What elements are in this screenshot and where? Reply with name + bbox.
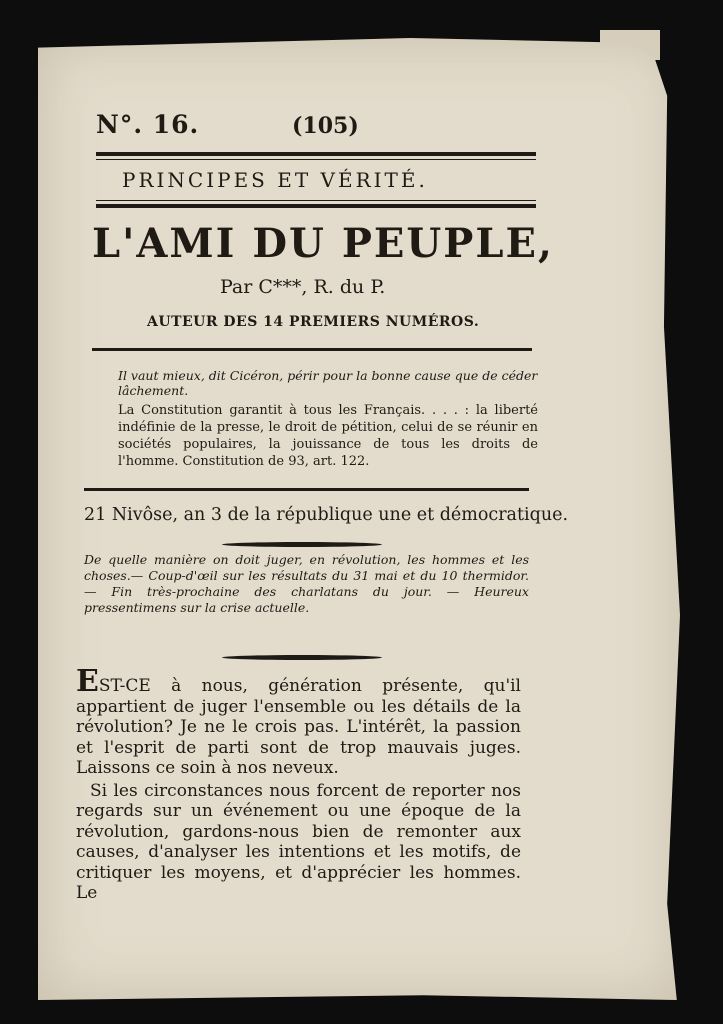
date-rule [84, 488, 529, 491]
ornament-divider [222, 542, 382, 547]
paragraph [76, 664, 521, 779]
epigraph-rule [92, 348, 532, 351]
constitution-quote: La Constitution garantit à tous les Français. . . . : la liberté indéfinie de la presse, le droit de pétition, celui de se réunir en sociétés populaires, la jouissance de tous les droits de l'homme. Constitution de 93, art. 122. [118, 403, 538, 469]
issue-summary: De quelle manière on doit juger, en révolution, les hommes et les choses.— Coup-d'œil sur les résultats du 31 mai et du 10 thermidor. — Fin très-prochaine des charlatans du jour. — Heureux pressentimens sur la crise actuelle. [84, 552, 529, 615]
newspaper-title: L'AMI DU PEUPLE, [92, 220, 554, 267]
article-body [76, 664, 521, 906]
cicero-epigraph: Il vaut mieux, dit Cicéron, périr pour la bonne cause que de céder lâchement. [118, 368, 538, 398]
author-line: Par C***, R. du P. [220, 276, 386, 298]
motto-rule-thin [96, 200, 536, 201]
page-number: (105) [292, 113, 359, 139]
top-rule-thick [96, 152, 536, 156]
issue-date: 21 Nivôse, an 3 de la république une et démocratique. [84, 505, 569, 525]
paragraph: Si les circonstances nous forcent de reporter nos regards sur un événement ou une époque de la révolution, gardons-nous bien de remonter aux causes, d'analyser les intentions et les motifs, de critiquer les moyens, et d'apprécier les hommes. Le [76, 780, 521, 903]
drop-cap: E [76, 664, 99, 699]
top-rule-thin [96, 159, 536, 160]
motto-rule-thick [96, 204, 536, 208]
ornament-divider [222, 655, 382, 660]
issue-number: N°. 16. [96, 110, 200, 139]
author-subtitle: AUTEUR DES 14 PREMIERS NUMÉROS. [147, 314, 480, 330]
paragraph-text: ST-CE à nous, génération présente, qu'il appartient de juger l'ensemble ou les détails de la révolution? Je ne le crois pas. L'intérêt, la passion et l'esprit de parti sont de trop mauvais juges. Laissons ce soin à nos neveux. [76, 676, 521, 778]
masthead-motto: PRINCIPES ET VÉRITÉ. [122, 168, 428, 192]
